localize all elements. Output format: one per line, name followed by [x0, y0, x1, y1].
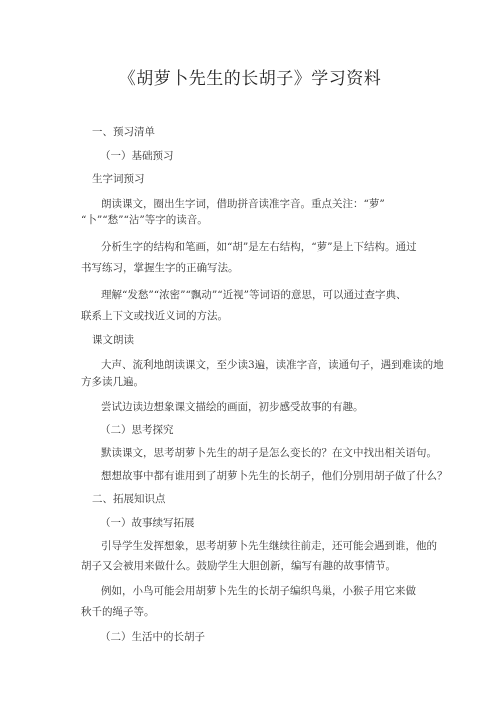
paragraph-label-reading: 课文朗读 — [92, 334, 134, 346]
paragraph-line: 方多读几遍。 — [81, 376, 144, 388]
paragraph-line: 例如，小鸟可能会用胡萝卜先生的长胡子编织鸟巢，小猴子用它来做 — [101, 585, 416, 597]
paragraph-line: 联系上下文或找近义词的方法。 — [81, 310, 228, 322]
paragraph-line: 尝试边读边想象课文描绘的画面，初步感受故事的有趣。 — [101, 401, 364, 413]
document-title: 《胡萝卜先生的长胡子》学习资料 — [118, 69, 382, 89]
section-heading-extension: 二、拓展知识点 — [92, 493, 166, 505]
paragraph-line: 书写练习，掌握生字的正确写法。 — [81, 262, 239, 274]
paragraph-line: 大声、流利地朗读课文，至少读3遍，读准字音，读通句子，遇到难读的地 — [101, 359, 444, 371]
paragraph-line: 朗读课文，圈出生字词，借助拼音读准字音。重点关注：“萝” — [101, 198, 385, 210]
paragraph-line: 分析生字的结构和笔画，如“胡”是左右结构，“萝”是上下结构。通过 — [101, 241, 417, 253]
paragraph-line: 引导学生发挥想象，思考胡萝卜先生继续往前走，还可能会遇到谁，他的 — [101, 540, 437, 552]
subsection-heading-explore: （二）思考探究 — [100, 424, 174, 436]
subsection-heading-daily-life: （二）生活中的长胡子 — [100, 631, 205, 643]
paragraph-label-vocab: 生字词预习 — [92, 173, 145, 185]
paragraph-line: 胡子又会被用来做什么。鼓励学生大胆创新，编写有趣的故事情节。 — [81, 560, 396, 572]
paragraph-line: 想想故事中都有谁用到了胡萝卜先生的长胡子，他们分别用胡子做了什么？ — [101, 470, 448, 482]
subsection-heading-continuation: （一）故事续写拓展 — [100, 517, 195, 529]
section-heading-preview: 一、预习清单 — [92, 126, 155, 138]
paragraph-line: “卜”“愁”“沾”等字的读音。 — [81, 214, 208, 226]
subsection-heading-basic: （一）基础预习 — [100, 150, 174, 162]
paragraph-line: 理解“发愁”“浓密”“飘动”“近视”等词语的意思，可以通过查字典、 — [101, 289, 407, 301]
paragraph-line: 秋千的绳子等。 — [81, 606, 155, 618]
paragraph-line: 默读课文，思考胡萝卜先生的胡子是怎么变长的？在文中找出相关语句。 — [101, 447, 437, 459]
